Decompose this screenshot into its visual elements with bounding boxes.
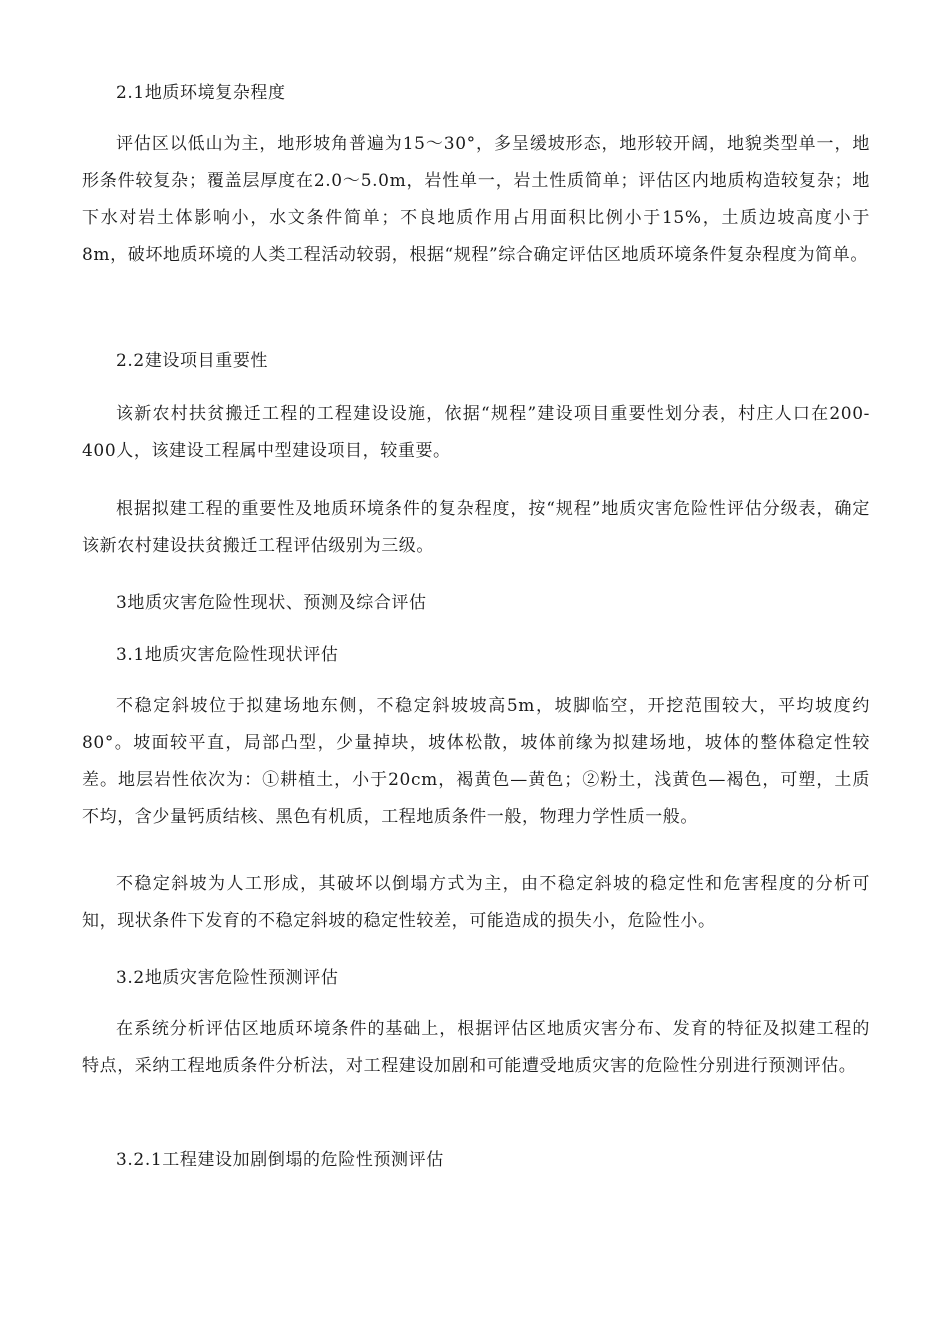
section-heading-3: 3地质灾害危险性现状、预测及综合评估 xyxy=(116,593,427,613)
paragraph-prediction: 在系统分析评估区地质环境条件的基础上，根据评估区地质灾害分布、发育的特征及拟建工程的特点，采纳工程地质条件分析法，对工程建设加剧和可能遭受地质灾害的危险性分别进行预测评估。 xyxy=(82,1019,870,1076)
paragraph-slope-failure: 不稳定斜坡为人工形成，其破坏以倒塌方式为主，由不稳定斜坡的稳定性和危害程度的分析可知，现状条件下发育的不稳定斜坡的稳定性较差，可能造成的损失小，危险性小。 xyxy=(82,874,870,931)
section-heading-2-2: 2.2建设项目重要性 xyxy=(116,351,269,371)
paragraph-slope-status: 不稳定斜坡位于拟建场地东侧，不稳定斜坡坡高5m，坡脚临空，开挖范围较大，平均坡度约80°。坡面较平直，局部凸型，少量掉块，坡体松散，坡体前缘为拟建场地，坡体的整体稳定性较差。地层岩性依次为：①耕植土，小于20cm，褐黄色—黄色；②粉土，浅黄色—褐色，可塑，土质不均，含少量钙质结核、黑色有机质，工程地质条件一般，物理力学性质一般。 xyxy=(82,696,870,827)
section-heading-2-1: 2.1地质环境复杂程度 xyxy=(116,83,286,103)
section-heading-3-1: 3.1地质灾害危险性现状评估 xyxy=(116,645,339,665)
paragraph-complexity: 评估区以低山为主，地形坡角普遍为15～30°，多呈缓坡形态，地形较开阔，地貌类型单一，地形条件较复杂；覆盖层厚度在2.0～5.0m，岩性单一，岩土性质简单；评估区内地质构造较复杂；地下水对岩土体影响小，水文条件简单；不良地质作用占用面积比例小于15%，土质边坡高度小于8m，破坏地质环境的人类工程活动较弱，根据“规程”综合确定评估区地质环境条件复杂程度为简单。 xyxy=(82,134,870,265)
paragraph-importance: 该新农村扶贫搬迁工程的工程建设设施，依据“规程”建设项目重要性划分表，村庄人口在200-400人，该建设工程属中型建设项目，较重要。 xyxy=(82,404,870,461)
section-heading-3-2: 3.2地质灾害危险性预测评估 xyxy=(116,968,339,988)
section-heading-3-2-1: 3.2.1工程建设加剧倒塌的危险性预测评估 xyxy=(116,1150,444,1170)
paragraph-grading: 根据拟建工程的重要性及地质环境条件的复杂程度，按“规程”地质灾害危险性评估分级表，确定该新农村建设扶贫搬迁工程评估级别为三级。 xyxy=(82,499,870,556)
